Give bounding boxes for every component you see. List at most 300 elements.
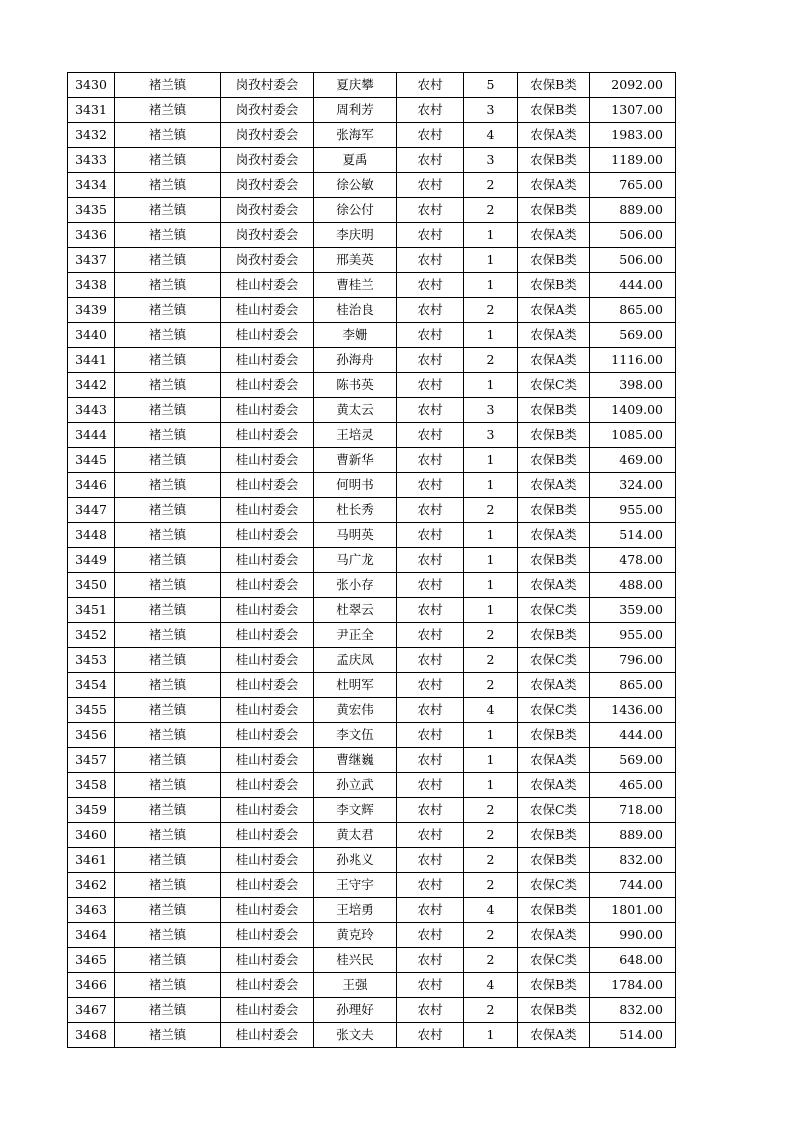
category-cell: 农保A类 — [518, 748, 590, 773]
household-size-cell: 2 — [464, 173, 518, 198]
household-size-cell: 1 — [464, 323, 518, 348]
name-cell: 黄太君 — [314, 823, 397, 848]
town-cell: 褚兰镇 — [115, 623, 221, 648]
town-cell: 褚兰镇 — [115, 273, 221, 298]
town-cell: 褚兰镇 — [115, 848, 221, 873]
amount-cell: 514.00 — [590, 523, 676, 548]
town-cell: 褚兰镇 — [115, 148, 221, 173]
village-cell: 桂山村委会 — [221, 773, 314, 798]
row-number-cell: 3448 — [68, 523, 115, 548]
household-size-cell: 2 — [464, 298, 518, 323]
row-number-cell: 3445 — [68, 448, 115, 473]
town-cell: 褚兰镇 — [115, 448, 221, 473]
household-size-cell: 3 — [464, 98, 518, 123]
name-cell: 孙兆义 — [314, 848, 397, 873]
village-cell: 桂山村委会 — [221, 273, 314, 298]
area-type-cell: 农村 — [397, 773, 464, 798]
area-type-cell: 农村 — [397, 898, 464, 923]
village-cell: 桂山村委会 — [221, 998, 314, 1023]
category-cell: 农保A类 — [518, 573, 590, 598]
area-type-cell: 农村 — [397, 973, 464, 998]
area-type-cell: 农村 — [397, 523, 464, 548]
amount-cell: 889.00 — [590, 823, 676, 848]
village-cell: 桂山村委会 — [221, 423, 314, 448]
category-cell: 农保A类 — [518, 323, 590, 348]
name-cell: 黄宏伟 — [314, 698, 397, 723]
town-cell: 褚兰镇 — [115, 98, 221, 123]
row-number-cell: 3461 — [68, 848, 115, 873]
village-cell: 岗孜村委会 — [221, 173, 314, 198]
amount-cell: 955.00 — [590, 623, 676, 648]
household-size-cell: 1 — [464, 1023, 518, 1048]
area-type-cell: 农村 — [397, 848, 464, 873]
household-size-cell: 2 — [464, 348, 518, 373]
household-size-cell: 1 — [464, 248, 518, 273]
town-cell: 褚兰镇 — [115, 798, 221, 823]
household-size-cell: 2 — [464, 948, 518, 973]
table-row — [68, 498, 676, 523]
town-cell: 褚兰镇 — [115, 923, 221, 948]
village-cell: 岗孜村委会 — [221, 223, 314, 248]
village-cell: 桂山村委会 — [221, 448, 314, 473]
village-cell: 桂山村委会 — [221, 648, 314, 673]
name-cell: 李庆明 — [314, 223, 397, 248]
amount-cell: 1189.00 — [590, 148, 676, 173]
amount-cell: 718.00 — [590, 798, 676, 823]
category-cell: 农保B类 — [518, 448, 590, 473]
town-cell: 褚兰镇 — [115, 548, 221, 573]
name-cell: 夏庆攀 — [314, 73, 397, 98]
name-cell: 黄太云 — [314, 398, 397, 423]
amount-cell: 465.00 — [590, 773, 676, 798]
name-cell: 黄克玲 — [314, 923, 397, 948]
town-cell: 褚兰镇 — [115, 823, 221, 848]
town-cell: 褚兰镇 — [115, 423, 221, 448]
amount-cell: 2092.00 — [590, 73, 676, 98]
table-row — [68, 1023, 676, 1048]
town-cell: 褚兰镇 — [115, 73, 221, 98]
town-cell: 褚兰镇 — [115, 748, 221, 773]
household-size-cell: 1 — [464, 448, 518, 473]
table-row — [68, 898, 676, 923]
name-cell: 徐公付 — [314, 198, 397, 223]
table-row — [68, 148, 676, 173]
village-cell: 桂山村委会 — [221, 323, 314, 348]
table-row — [68, 823, 676, 848]
village-cell: 桂山村委会 — [221, 298, 314, 323]
category-cell: 农保B类 — [518, 823, 590, 848]
household-size-cell: 2 — [464, 673, 518, 698]
household-size-cell: 1 — [464, 773, 518, 798]
table-row — [68, 173, 676, 198]
household-size-cell: 1 — [464, 748, 518, 773]
town-cell: 褚兰镇 — [115, 873, 221, 898]
area-type-cell: 农村 — [397, 798, 464, 823]
category-cell: 农保B类 — [518, 548, 590, 573]
table-row — [68, 748, 676, 773]
row-number-cell: 3465 — [68, 948, 115, 973]
amount-cell: 506.00 — [590, 223, 676, 248]
household-size-cell: 4 — [464, 898, 518, 923]
row-number-cell: 3468 — [68, 1023, 115, 1048]
amount-cell: 1085.00 — [590, 423, 676, 448]
household-size-cell: 1 — [464, 598, 518, 623]
name-cell: 王强 — [314, 973, 397, 998]
row-number-cell: 3455 — [68, 698, 115, 723]
row-number-cell: 3436 — [68, 223, 115, 248]
amount-cell: 1116.00 — [590, 348, 676, 373]
town-cell: 褚兰镇 — [115, 648, 221, 673]
amount-cell: 569.00 — [590, 323, 676, 348]
row-number-cell: 3449 — [68, 548, 115, 573]
village-cell: 桂山村委会 — [221, 398, 314, 423]
town-cell: 褚兰镇 — [115, 298, 221, 323]
row-number-cell: 3459 — [68, 798, 115, 823]
category-cell: 农保B类 — [518, 498, 590, 523]
area-type-cell: 农村 — [397, 123, 464, 148]
village-cell: 岗孜村委会 — [221, 73, 314, 98]
town-cell: 褚兰镇 — [115, 898, 221, 923]
row-number-cell: 3438 — [68, 273, 115, 298]
amount-cell: 1409.00 — [590, 398, 676, 423]
village-cell: 桂山村委会 — [221, 1023, 314, 1048]
village-cell: 桂山村委会 — [221, 873, 314, 898]
amount-cell: 398.00 — [590, 373, 676, 398]
household-size-cell: 5 — [464, 73, 518, 98]
amount-cell: 569.00 — [590, 748, 676, 773]
area-type-cell: 农村 — [397, 473, 464, 498]
amount-cell: 832.00 — [590, 848, 676, 873]
table-row — [68, 198, 676, 223]
category-cell: 农保A类 — [518, 473, 590, 498]
name-cell: 曹继巍 — [314, 748, 397, 773]
row-number-cell: 3442 — [68, 373, 115, 398]
amount-cell: 832.00 — [590, 998, 676, 1023]
table-row — [68, 298, 676, 323]
table-row — [68, 698, 676, 723]
category-cell: 农保B类 — [518, 73, 590, 98]
name-cell: 杜翠云 — [314, 598, 397, 623]
name-cell: 徐公敏 — [314, 173, 397, 198]
row-number-cell: 3454 — [68, 673, 115, 698]
area-type-cell: 农村 — [397, 1023, 464, 1048]
area-type-cell: 农村 — [397, 223, 464, 248]
category-cell: 农保A类 — [518, 773, 590, 798]
name-cell: 李文伍 — [314, 723, 397, 748]
household-size-cell: 4 — [464, 123, 518, 148]
town-cell: 褚兰镇 — [115, 773, 221, 798]
row-number-cell: 3440 — [68, 323, 115, 348]
town-cell: 褚兰镇 — [115, 223, 221, 248]
town-cell: 褚兰镇 — [115, 198, 221, 223]
data-table — [67, 72, 676, 1048]
amount-cell: 506.00 — [590, 248, 676, 273]
name-cell: 夏禹 — [314, 148, 397, 173]
area-type-cell: 农村 — [397, 748, 464, 773]
household-size-cell: 2 — [464, 823, 518, 848]
household-size-cell: 2 — [464, 998, 518, 1023]
row-number-cell: 3444 — [68, 423, 115, 448]
category-cell: 农保B类 — [518, 248, 590, 273]
category-cell: 农保C类 — [518, 598, 590, 623]
name-cell: 孙立武 — [314, 773, 397, 798]
table-row — [68, 248, 676, 273]
area-type-cell: 农村 — [397, 648, 464, 673]
category-cell: 农保C类 — [518, 798, 590, 823]
name-cell: 李文辉 — [314, 798, 397, 823]
household-size-cell: 3 — [464, 148, 518, 173]
town-cell: 褚兰镇 — [115, 523, 221, 548]
amount-cell: 514.00 — [590, 1023, 676, 1048]
amount-cell: 796.00 — [590, 648, 676, 673]
area-type-cell: 农村 — [397, 573, 464, 598]
table-row — [68, 873, 676, 898]
town-cell: 褚兰镇 — [115, 598, 221, 623]
town-cell: 褚兰镇 — [115, 1023, 221, 1048]
village-cell: 岗孜村委会 — [221, 123, 314, 148]
town-cell: 褚兰镇 — [115, 573, 221, 598]
household-size-cell: 2 — [464, 198, 518, 223]
table-row — [68, 948, 676, 973]
town-cell: 褚兰镇 — [115, 348, 221, 373]
town-cell: 褚兰镇 — [115, 948, 221, 973]
village-cell: 桂山村委会 — [221, 373, 314, 398]
row-number-cell: 3451 — [68, 598, 115, 623]
name-cell: 陈书英 — [314, 373, 397, 398]
household-size-cell: 1 — [464, 223, 518, 248]
row-number-cell: 3458 — [68, 773, 115, 798]
amount-cell: 1801.00 — [590, 898, 676, 923]
area-type-cell: 农村 — [397, 348, 464, 373]
household-size-cell: 1 — [464, 523, 518, 548]
category-cell: 农保C类 — [518, 948, 590, 973]
amount-cell: 744.00 — [590, 873, 676, 898]
household-size-cell: 2 — [464, 798, 518, 823]
category-cell: 农保B类 — [518, 973, 590, 998]
amount-cell: 324.00 — [590, 473, 676, 498]
table-row — [68, 73, 676, 98]
table-row — [68, 598, 676, 623]
name-cell: 尹正全 — [314, 623, 397, 648]
row-number-cell: 3443 — [68, 398, 115, 423]
household-size-cell: 2 — [464, 648, 518, 673]
row-number-cell: 3457 — [68, 748, 115, 773]
category-cell: 农保A类 — [518, 123, 590, 148]
town-cell: 褚兰镇 — [115, 723, 221, 748]
name-cell: 张小存 — [314, 573, 397, 598]
area-type-cell: 农村 — [397, 423, 464, 448]
amount-cell: 1784.00 — [590, 973, 676, 998]
name-cell: 曹新华 — [314, 448, 397, 473]
table-row — [68, 123, 676, 148]
area-type-cell: 农村 — [397, 723, 464, 748]
area-type-cell: 农村 — [397, 823, 464, 848]
row-number-cell: 3446 — [68, 473, 115, 498]
table-row — [68, 473, 676, 498]
area-type-cell: 农村 — [397, 298, 464, 323]
area-type-cell: 农村 — [397, 498, 464, 523]
village-cell: 桂山村委会 — [221, 723, 314, 748]
name-cell: 王培灵 — [314, 423, 397, 448]
town-cell: 褚兰镇 — [115, 323, 221, 348]
row-number-cell: 3439 — [68, 298, 115, 323]
name-cell: 曹桂兰 — [314, 273, 397, 298]
village-cell: 桂山村委会 — [221, 548, 314, 573]
town-cell: 褚兰镇 — [115, 973, 221, 998]
row-number-cell: 3437 — [68, 248, 115, 273]
name-cell: 周利芳 — [314, 98, 397, 123]
name-cell: 张文夫 — [314, 1023, 397, 1048]
town-cell: 褚兰镇 — [115, 398, 221, 423]
amount-cell: 648.00 — [590, 948, 676, 973]
household-size-cell: 1 — [464, 548, 518, 573]
household-size-cell: 1 — [464, 473, 518, 498]
household-size-cell: 3 — [464, 423, 518, 448]
household-size-cell: 1 — [464, 373, 518, 398]
category-cell: 农保A类 — [518, 523, 590, 548]
name-cell: 张海军 — [314, 123, 397, 148]
village-cell: 桂山村委会 — [221, 673, 314, 698]
category-cell: 农保A类 — [518, 223, 590, 248]
category-cell: 农保C类 — [518, 698, 590, 723]
town-cell: 褚兰镇 — [115, 373, 221, 398]
amount-cell: 444.00 — [590, 723, 676, 748]
category-cell: 农保B类 — [518, 273, 590, 298]
name-cell: 邢美英 — [314, 248, 397, 273]
table-row — [68, 623, 676, 648]
row-number-cell: 3460 — [68, 823, 115, 848]
village-cell: 桂山村委会 — [221, 748, 314, 773]
amount-cell: 469.00 — [590, 448, 676, 473]
name-cell: 孟庆凤 — [314, 648, 397, 673]
name-cell: 桂兴民 — [314, 948, 397, 973]
table-row — [68, 398, 676, 423]
household-size-cell: 2 — [464, 848, 518, 873]
category-cell: 农保A类 — [518, 1023, 590, 1048]
village-cell: 岗孜村委会 — [221, 198, 314, 223]
name-cell: 桂治良 — [314, 298, 397, 323]
village-cell: 桂山村委会 — [221, 973, 314, 998]
table-body — [68, 73, 676, 1048]
row-number-cell: 3462 — [68, 873, 115, 898]
area-type-cell: 农村 — [397, 698, 464, 723]
amount-cell: 444.00 — [590, 273, 676, 298]
row-number-cell: 3464 — [68, 923, 115, 948]
name-cell: 王培勇 — [314, 898, 397, 923]
name-cell: 杜长秀 — [314, 498, 397, 523]
name-cell: 马明英 — [314, 523, 397, 548]
area-type-cell: 农村 — [397, 398, 464, 423]
name-cell: 孙海舟 — [314, 348, 397, 373]
category-cell: 农保B类 — [518, 898, 590, 923]
table-row — [68, 448, 676, 473]
name-cell: 杜明军 — [314, 673, 397, 698]
category-cell: 农保B类 — [518, 148, 590, 173]
household-size-cell: 1 — [464, 573, 518, 598]
table-row — [68, 523, 676, 548]
area-type-cell: 农村 — [397, 623, 464, 648]
amount-cell: 889.00 — [590, 198, 676, 223]
amount-cell: 1307.00 — [590, 98, 676, 123]
area-type-cell: 农村 — [397, 173, 464, 198]
household-size-cell: 1 — [464, 273, 518, 298]
village-cell: 桂山村委会 — [221, 948, 314, 973]
area-type-cell: 农村 — [397, 273, 464, 298]
area-type-cell: 农村 — [397, 948, 464, 973]
area-type-cell: 农村 — [397, 673, 464, 698]
village-cell: 桂山村委会 — [221, 623, 314, 648]
table-row — [68, 998, 676, 1023]
area-type-cell: 农村 — [397, 323, 464, 348]
village-cell: 桂山村委会 — [221, 698, 314, 723]
document-page — [67, 72, 676, 1048]
table-row — [68, 723, 676, 748]
town-cell: 褚兰镇 — [115, 123, 221, 148]
amount-cell: 1983.00 — [590, 123, 676, 148]
row-number-cell: 3452 — [68, 623, 115, 648]
town-cell: 褚兰镇 — [115, 248, 221, 273]
village-cell: 桂山村委会 — [221, 498, 314, 523]
area-type-cell: 农村 — [397, 373, 464, 398]
row-number-cell: 3463 — [68, 898, 115, 923]
table-row — [68, 273, 676, 298]
household-size-cell: 2 — [464, 923, 518, 948]
category-cell: 农保A类 — [518, 923, 590, 948]
area-type-cell: 农村 — [397, 73, 464, 98]
town-cell: 褚兰镇 — [115, 173, 221, 198]
town-cell: 褚兰镇 — [115, 998, 221, 1023]
row-number-cell: 3450 — [68, 573, 115, 598]
amount-cell: 478.00 — [590, 548, 676, 573]
category-cell: 农保A类 — [518, 348, 590, 373]
row-number-cell: 3430 — [68, 73, 115, 98]
household-size-cell: 1 — [464, 723, 518, 748]
village-cell: 桂山村委会 — [221, 348, 314, 373]
village-cell: 桂山村委会 — [221, 523, 314, 548]
row-number-cell: 3453 — [68, 648, 115, 673]
village-cell: 岗孜村委会 — [221, 248, 314, 273]
row-number-cell: 3441 — [68, 348, 115, 373]
table-row — [68, 973, 676, 998]
row-number-cell: 3434 — [68, 173, 115, 198]
household-size-cell: 4 — [464, 698, 518, 723]
area-type-cell: 农村 — [397, 598, 464, 623]
row-number-cell: 3432 — [68, 123, 115, 148]
household-size-cell: 3 — [464, 398, 518, 423]
row-number-cell: 3456 — [68, 723, 115, 748]
category-cell: 农保A类 — [518, 298, 590, 323]
name-cell: 何明书 — [314, 473, 397, 498]
village-cell: 桂山村委会 — [221, 848, 314, 873]
area-type-cell: 农村 — [397, 248, 464, 273]
area-type-cell: 农村 — [397, 148, 464, 173]
amount-cell: 955.00 — [590, 498, 676, 523]
name-cell: 王守宇 — [314, 873, 397, 898]
area-type-cell: 农村 — [397, 448, 464, 473]
amount-cell: 990.00 — [590, 923, 676, 948]
village-cell: 桂山村委会 — [221, 798, 314, 823]
village-cell: 桂山村委会 — [221, 823, 314, 848]
category-cell: 农保A类 — [518, 173, 590, 198]
table-row — [68, 223, 676, 248]
village-cell: 桂山村委会 — [221, 923, 314, 948]
amount-cell: 1436.00 — [590, 698, 676, 723]
area-type-cell: 农村 — [397, 548, 464, 573]
amount-cell: 765.00 — [590, 173, 676, 198]
row-number-cell: 3447 — [68, 498, 115, 523]
table-row — [68, 773, 676, 798]
amount-cell: 865.00 — [590, 673, 676, 698]
